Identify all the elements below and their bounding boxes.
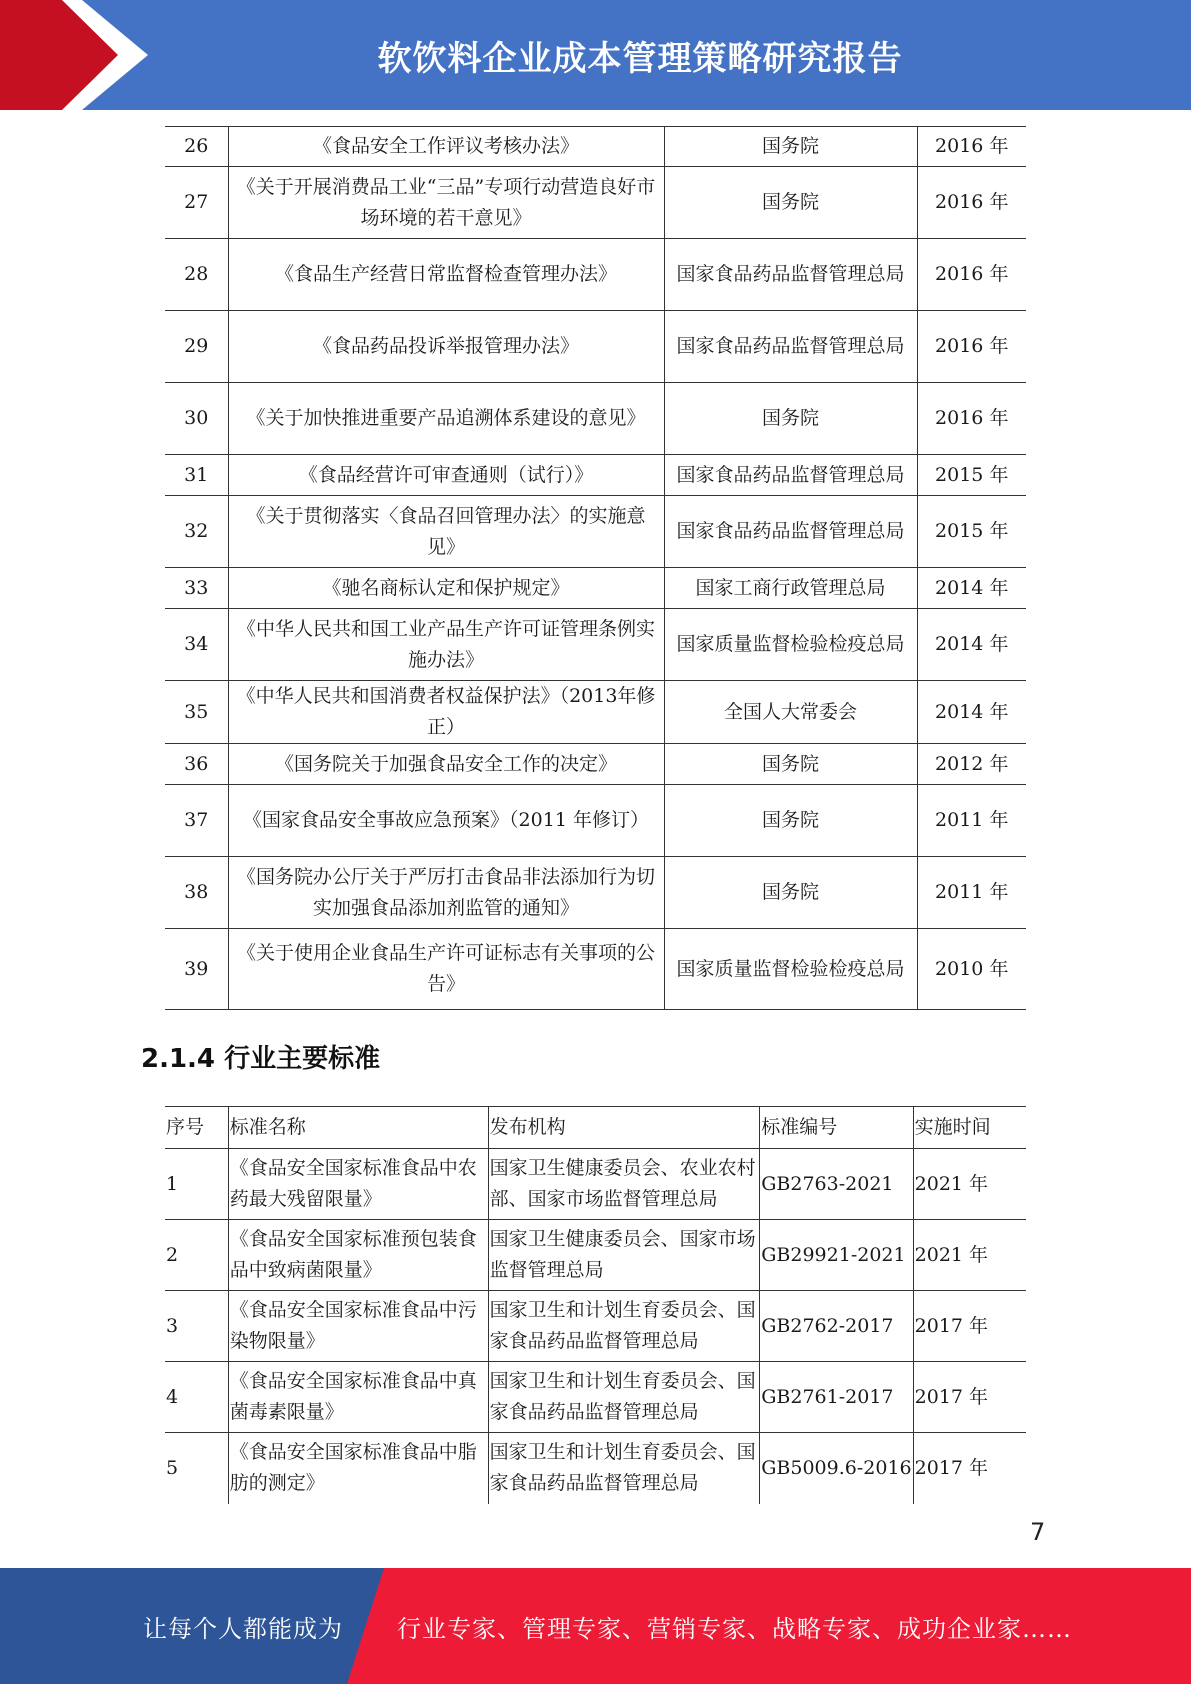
header-cell-code: 标准编号 (760, 1107, 913, 1149)
table-row (165, 383, 1026, 455)
table-row (165, 857, 1026, 929)
regulation-name: 《中华人民共和国工业产品生产许可证管理条例实施办法》 (228, 609, 664, 681)
standard-name: 《食品安全国家标准食品中农药最大残留限量》 (228, 1149, 488, 1220)
standard-issuer: 国家卫生和计划生育委员会、国家食品药品监督管理总局 (488, 1291, 760, 1362)
standard-code: GB2763-2021 (760, 1149, 913, 1220)
regulation-issuer: 国务院 (664, 857, 917, 929)
table-row (165, 785, 1026, 857)
regulation-issuer: 国家工商行政管理总局 (664, 568, 917, 609)
regulation-year: 2012 年 (917, 744, 1026, 785)
table-row (165, 568, 1026, 609)
regulation-year: 2011 年 (917, 785, 1026, 857)
regulation-issuer: 国务院 (664, 785, 917, 857)
regulation-year: 2016 年 (917, 127, 1026, 167)
regulation-year: 2016 年 (917, 383, 1026, 455)
standard-date: 2021 年 (913, 1220, 1026, 1291)
regulation-year: 2014 年 (917, 609, 1026, 681)
regulation-issuer: 国务院 (664, 127, 917, 167)
regulation-number: 30 (165, 383, 228, 455)
regulation-issuer: 国家质量监督检验检疫总局 (664, 929, 917, 1010)
standard-number: 1 (165, 1149, 228, 1220)
header-cell-no: 序号 (165, 1107, 228, 1149)
standard-number: 3 (165, 1291, 228, 1362)
footer-slogan-left: 让每个人都能成为 (143, 1614, 343, 1643)
header-chevron-decoration (0, 0, 150, 110)
regulation-number: 37 (165, 785, 228, 857)
standard-name: 《食品安全国家标准食品中脂肪的测定》 (228, 1433, 488, 1504)
standard-name: 《食品安全国家标准预包装食品中致病菌限量》 (228, 1220, 488, 1291)
table-row (165, 1362, 1026, 1433)
standards-table (165, 1106, 1026, 1504)
regulations-table (165, 126, 1026, 1010)
regulation-number: 36 (165, 744, 228, 785)
regulation-name: 《国务院办公厅关于严厉打击食品非法添加行为切实加强食品添加剂监管的通知》 (228, 857, 664, 929)
footer-slogan-right: 行业专家、管理专家、营销专家、战略专家、成功企业家…… (397, 1614, 1072, 1643)
standard-date: 2017 年 (913, 1362, 1026, 1433)
standard-code: GB2762-2017 (760, 1291, 913, 1362)
standard-name: 《食品安全国家标准食品中污染物限量》 (228, 1291, 488, 1362)
regulation-issuer: 国家食品药品监督管理总局 (664, 311, 917, 383)
table-row (165, 455, 1026, 496)
regulation-year: 2016 年 (917, 239, 1026, 311)
footer-banner (0, 1568, 1191, 1684)
regulation-year: 2016 年 (917, 311, 1026, 383)
regulation-issuer: 国家质量监督检验检疫总局 (664, 609, 917, 681)
page-number: 7 (1030, 1518, 1046, 1546)
regulation-year: 2014 年 (917, 568, 1026, 609)
table-row (165, 681, 1026, 744)
table-header-row (165, 1107, 1026, 1149)
regulation-number: 26 (165, 127, 228, 167)
table-row (165, 1433, 1026, 1504)
regulation-issuer-text: 国家食品药品监督管理总局 (676, 463, 905, 486)
header-cell-date: 实施时间 (913, 1107, 1026, 1149)
standard-code: GB5009.6-2016 (760, 1433, 913, 1504)
table-row (165, 239, 1026, 311)
regulation-year: 2016 年 (917, 167, 1026, 239)
standard-name: 《食品安全国家标准食品中真菌毒素限量》 (228, 1362, 488, 1433)
regulation-issuer: 全国人大常委会 (664, 681, 917, 744)
header-cell-name: 标准名称 (228, 1107, 488, 1149)
regulation-number: 31 (165, 455, 228, 496)
regulation-number: 28 (165, 239, 228, 311)
regulation-number: 32 (165, 496, 228, 568)
regulation-issuer: 国务院 (664, 744, 917, 785)
header-banner (0, 0, 1191, 110)
standard-issuer: 国家卫生和计划生育委员会、国家食品药品监督管理总局 (488, 1433, 760, 1504)
regulation-issuer: 国务院 (664, 383, 917, 455)
regulation-name: 《关于加快推进重要产品追溯体系建设的意见》 (228, 383, 664, 455)
table-row (165, 167, 1026, 239)
standard-issuer: 国家卫生健康委员会、国家市场监督管理总局 (488, 1220, 760, 1291)
regulation-number: 29 (165, 311, 228, 383)
standard-code: GB29921-2021 (760, 1220, 913, 1291)
standard-number: 2 (165, 1220, 228, 1291)
table-row (165, 311, 1026, 383)
regulation-issuer: 国家食品药品监督管理总局 (664, 239, 917, 311)
standard-issuer: 国家卫生健康委员会、农业农村部、国家市场监督管理总局 (488, 1149, 760, 1220)
regulation-issuer: 国务院 (664, 167, 917, 239)
regulation-year: 2014 年 (917, 681, 1026, 744)
document-title: 软饮料企业成本管理策略研究报告 (377, 38, 903, 79)
regulation-name: 《食品生产经营日常监督检查管理办法》 (228, 239, 664, 311)
section-heading: 2.1.4 行业主要标准 (141, 1044, 381, 1074)
regulation-issuer: 国家食品药品监督管理总局 (664, 496, 917, 568)
standard-date: 2017 年 (913, 1291, 1026, 1362)
regulation-year: 2011 年 (917, 857, 1026, 929)
regulation-issuer (664, 455, 917, 496)
regulation-number: 38 (165, 857, 228, 929)
regulation-name: 《关于贯彻落实〈食品召回管理办法〉的实施意见》 (228, 496, 664, 568)
table-row (165, 609, 1026, 681)
regulation-name: 《关于开展消费品工业“三品”专项行动营造良好市场环境的若干意见》 (228, 167, 664, 239)
regulation-name: 《食品药品投诉举报管理办法》 (228, 311, 664, 383)
regulation-year: 2010 年 (917, 929, 1026, 1010)
table-row (165, 496, 1026, 568)
table-row (165, 1220, 1026, 1291)
regulation-year: 2015 年 (917, 496, 1026, 568)
regulation-name: 《关于使用企业食品生产许可证标志有关事项的公告》 (228, 929, 664, 1010)
standard-number: 4 (165, 1362, 228, 1433)
regulation-number: 27 (165, 167, 228, 239)
regulation-name: 《食品安全工作评议考核办法》 (228, 127, 664, 167)
regulation-number: 39 (165, 929, 228, 1010)
regulation-name: 《中华人民共和国消费者权益保护法》（2013年修正） (228, 681, 664, 744)
regulation-number: 35 (165, 681, 228, 744)
regulation-number: 34 (165, 609, 228, 681)
standard-number: 5 (165, 1433, 228, 1504)
table-row (165, 1149, 1026, 1220)
regulation-name: 《国家食品安全事故应急预案》（2011 年修订） (228, 785, 664, 857)
standard-date: 2021 年 (913, 1149, 1026, 1220)
header-cell-org: 发布机构 (488, 1107, 760, 1149)
table-row (165, 1291, 1026, 1362)
regulation-name: 《驰名商标认定和保护规定》 (228, 568, 664, 609)
standard-date: 2017 年 (913, 1433, 1026, 1504)
regulation-year: 2015 年 (917, 455, 1026, 496)
regulation-number: 33 (165, 568, 228, 609)
regulation-name: 《食品经营许可审查通则（试行）》 (228, 455, 664, 496)
table-row (165, 744, 1026, 785)
standard-issuer: 国家卫生和计划生育委员会、国家食品药品监督管理总局 (488, 1362, 760, 1433)
standard-code: GB2761-2017 (760, 1362, 913, 1433)
regulation-name: 《国务院关于加强食品安全工作的决定》 (228, 744, 664, 785)
table-row (165, 127, 1026, 167)
table-row (165, 929, 1026, 1010)
